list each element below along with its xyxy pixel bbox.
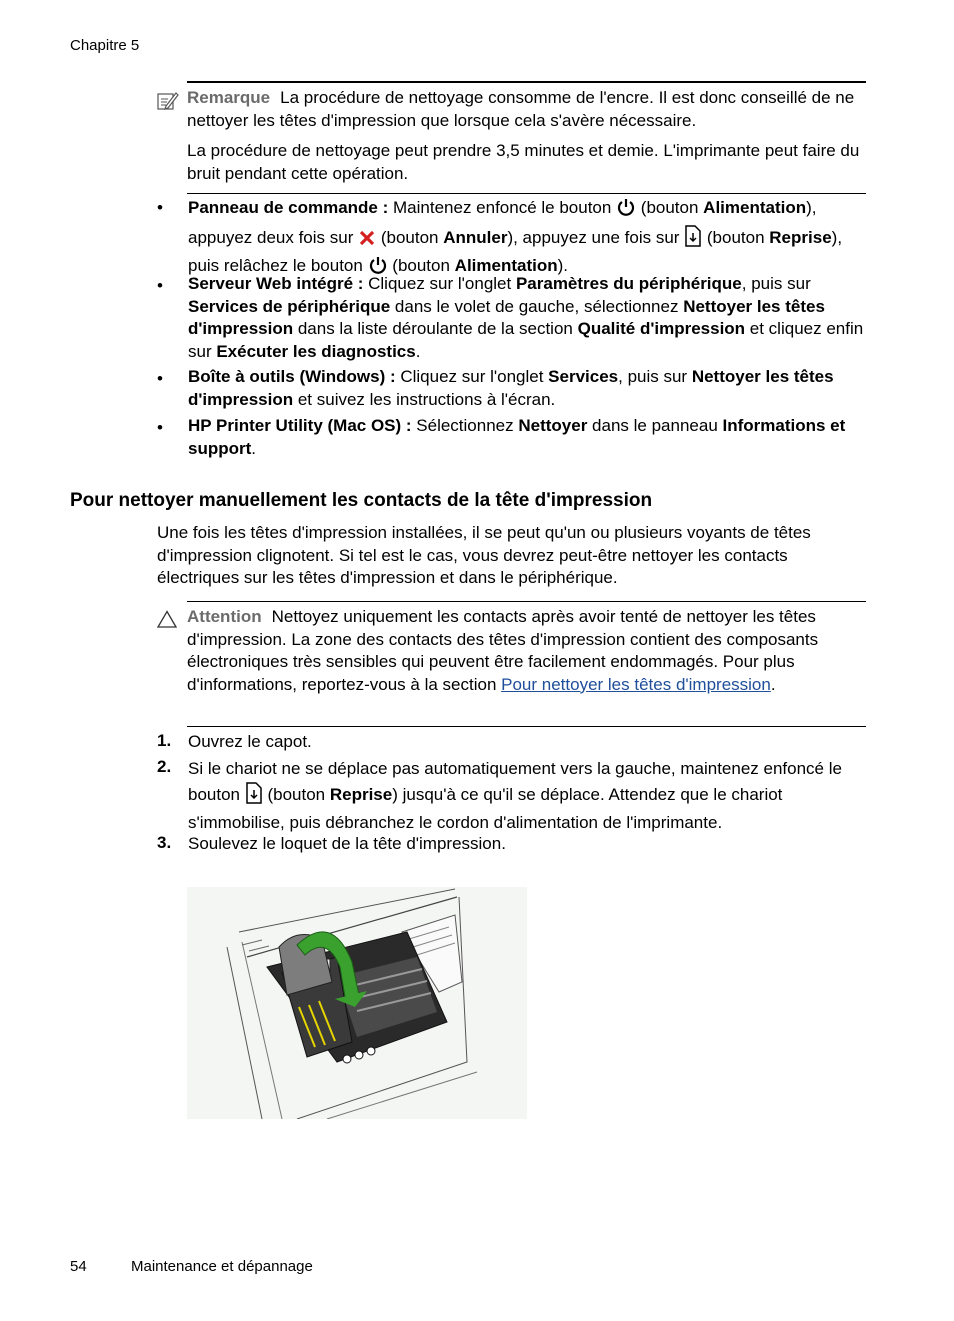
step-bold: Reprise	[329, 784, 393, 804]
caution-text: Nettoyez uniquement les contacts après avoir tenté de nettoyer les têtes d'impression. La zone des contacts des têtes d'impression contient des composants électroniques très sensibles qui peuvent être facilement endommagés. Pour plus d'informations, reportez-vous à la section	[187, 607, 819, 694]
bullet-bold: Nettoyer	[518, 416, 588, 435]
bullet-web-server	[188, 273, 868, 363]
bullet-text: ), puis relâchez le bouton	[188, 227, 843, 275]
step-3-text: Soulevez le loquet de la tête d'impression.	[188, 834, 506, 853]
bullet-bold: Services de périphérique	[188, 296, 391, 316]
step-number: 2.	[157, 757, 172, 776]
step-text: (bouton	[262, 784, 330, 804]
bullet-bold: Services	[548, 367, 619, 386]
bullet-text: (bouton	[387, 256, 455, 275]
bullet-marker: •	[157, 198, 163, 217]
bullet-bold: Reprise	[769, 227, 832, 247]
note-top-rule	[187, 81, 866, 83]
bullet-text: ), appuyez une fois sur	[507, 227, 685, 247]
bullet-title: Serveur Web intégré :	[188, 274, 364, 293]
bullet-text: ).	[557, 256, 569, 275]
bullet-marker: •	[157, 276, 163, 295]
step-1-text: Ouvrez le capot.	[188, 732, 312, 751]
step-2-text	[188, 757, 868, 836]
note-text-1: La procédure de nettoyage consomme de l'encre. Il est donc conseillé de ne nettoyer les têtes d'impression que lorsque cela s'avère nécessaire.	[187, 88, 855, 130]
page-number: 54	[70, 1258, 87, 1275]
step-number: 1.	[157, 731, 172, 750]
bullet-title: Panneau de commande :	[188, 198, 389, 217]
bullet-bold: Nettoyer les têtes d'impression	[188, 296, 825, 338]
bullet-toolbox	[188, 366, 868, 411]
cancel-x-icon	[358, 229, 376, 255]
printhead-latch-illustration	[187, 887, 527, 1119]
bullet-text: (bouton	[376, 227, 444, 247]
bullet-text: Cliquez sur l'onglet	[363, 274, 516, 293]
step-text: Si le chariot ne se déplace pas automatiquement vers la gauche, maintenez enfoncé le bouton	[188, 759, 842, 804]
bullet-bold: Qualité d'impression	[577, 319, 746, 338]
section-intro: Une fois les têtes d'impression installées, il se peut qu'un ou plusieurs voyants de têtes d'impression clignotent. Si tel est le cas, vous devrez peut-être nettoyer les contacts électriques sur les têtes d'impression et dans le périphérique.	[157, 523, 811, 587]
bullet-text: Maintenez enfoncé le bouton	[388, 198, 617, 217]
bullet-bold: Alimentation	[454, 256, 558, 275]
section-heading: Pour nettoyer manuellement les contacts de la tête d'impression	[70, 490, 653, 511]
bullet-text: Cliquez sur l'onglet	[395, 367, 549, 386]
warning-triangle-icon	[157, 610, 177, 633]
bullet-text: dans le volet de gauche, sélectionnez	[390, 296, 684, 316]
note-bottom-rule	[187, 193, 866, 194]
caution-paragraph	[187, 606, 847, 696]
bullet-title: HP Printer Utility (Mac OS) :	[188, 416, 412, 435]
bullet-bold: Paramètres du périphérique	[515, 274, 742, 293]
bullet-marker: •	[157, 418, 163, 437]
bullet-control-panel	[188, 196, 868, 283]
caution-bottom-rule	[187, 726, 866, 727]
note-icon	[157, 91, 179, 116]
bullet-text: dans le panneau	[587, 416, 723, 435]
bullet-text: et cliquez enfin sur	[188, 319, 864, 361]
caution-top-rule	[187, 601, 866, 602]
clean-printheads-link[interactable]: Pour nettoyer les têtes d'impression	[501, 674, 771, 694]
resume-icon	[684, 225, 702, 255]
caution-label: Attention	[187, 607, 262, 626]
bullet-marker: •	[157, 369, 163, 388]
note-label: Remarque	[187, 88, 271, 107]
bullet-text: (bouton	[702, 227, 770, 247]
bullet-text: , puis sur	[741, 274, 811, 293]
bullet-text: et suivez les instructions à l'écran.	[293, 389, 556, 409]
bullet-text: .	[251, 438, 257, 458]
note-paragraph-2: La procédure de nettoyage peut prendre 3,5 minutes et demie. L'imprimante peut faire du bruit pendant cette opération.	[187, 141, 860, 183]
resume-icon	[245, 782, 263, 812]
bullet-text: (bouton	[636, 198, 704, 217]
footer-title: Maintenance et dépannage	[131, 1258, 313, 1275]
caution-end: .	[770, 674, 776, 694]
bullet-text: Sélectionnez	[411, 416, 519, 435]
note-paragraph-1	[187, 87, 867, 132]
bullet-bold: Alimentation	[703, 198, 807, 217]
bullet-text: , puis sur	[618, 367, 692, 386]
step-text: ) jusqu'à ce qu'il se déplace. Attendez que le chariot s'immobilise, puis débranchez le cordon d'alimentation de l'imprimante.	[188, 784, 783, 832]
bullet-text: dans la liste déroulante de la section	[293, 319, 578, 338]
chapter-header: Chapitre 5	[70, 37, 140, 54]
bullet-bold: Nettoyer les têtes d'impression	[188, 367, 834, 409]
bullet-mac-utility	[188, 415, 868, 460]
bullet-bold: Exécuter les diagnostics	[216, 341, 416, 361]
bullet-bold: Informations et support	[188, 416, 846, 458]
bullet-bold: Annuler	[443, 227, 508, 247]
step-number: 3.	[157, 833, 172, 852]
bullet-title: Boîte à outils (Windows) :	[188, 367, 396, 386]
power-icon	[616, 197, 636, 225]
bullet-text: .	[415, 341, 421, 361]
bullet-text: ), appuyez deux fois sur	[188, 198, 817, 247]
